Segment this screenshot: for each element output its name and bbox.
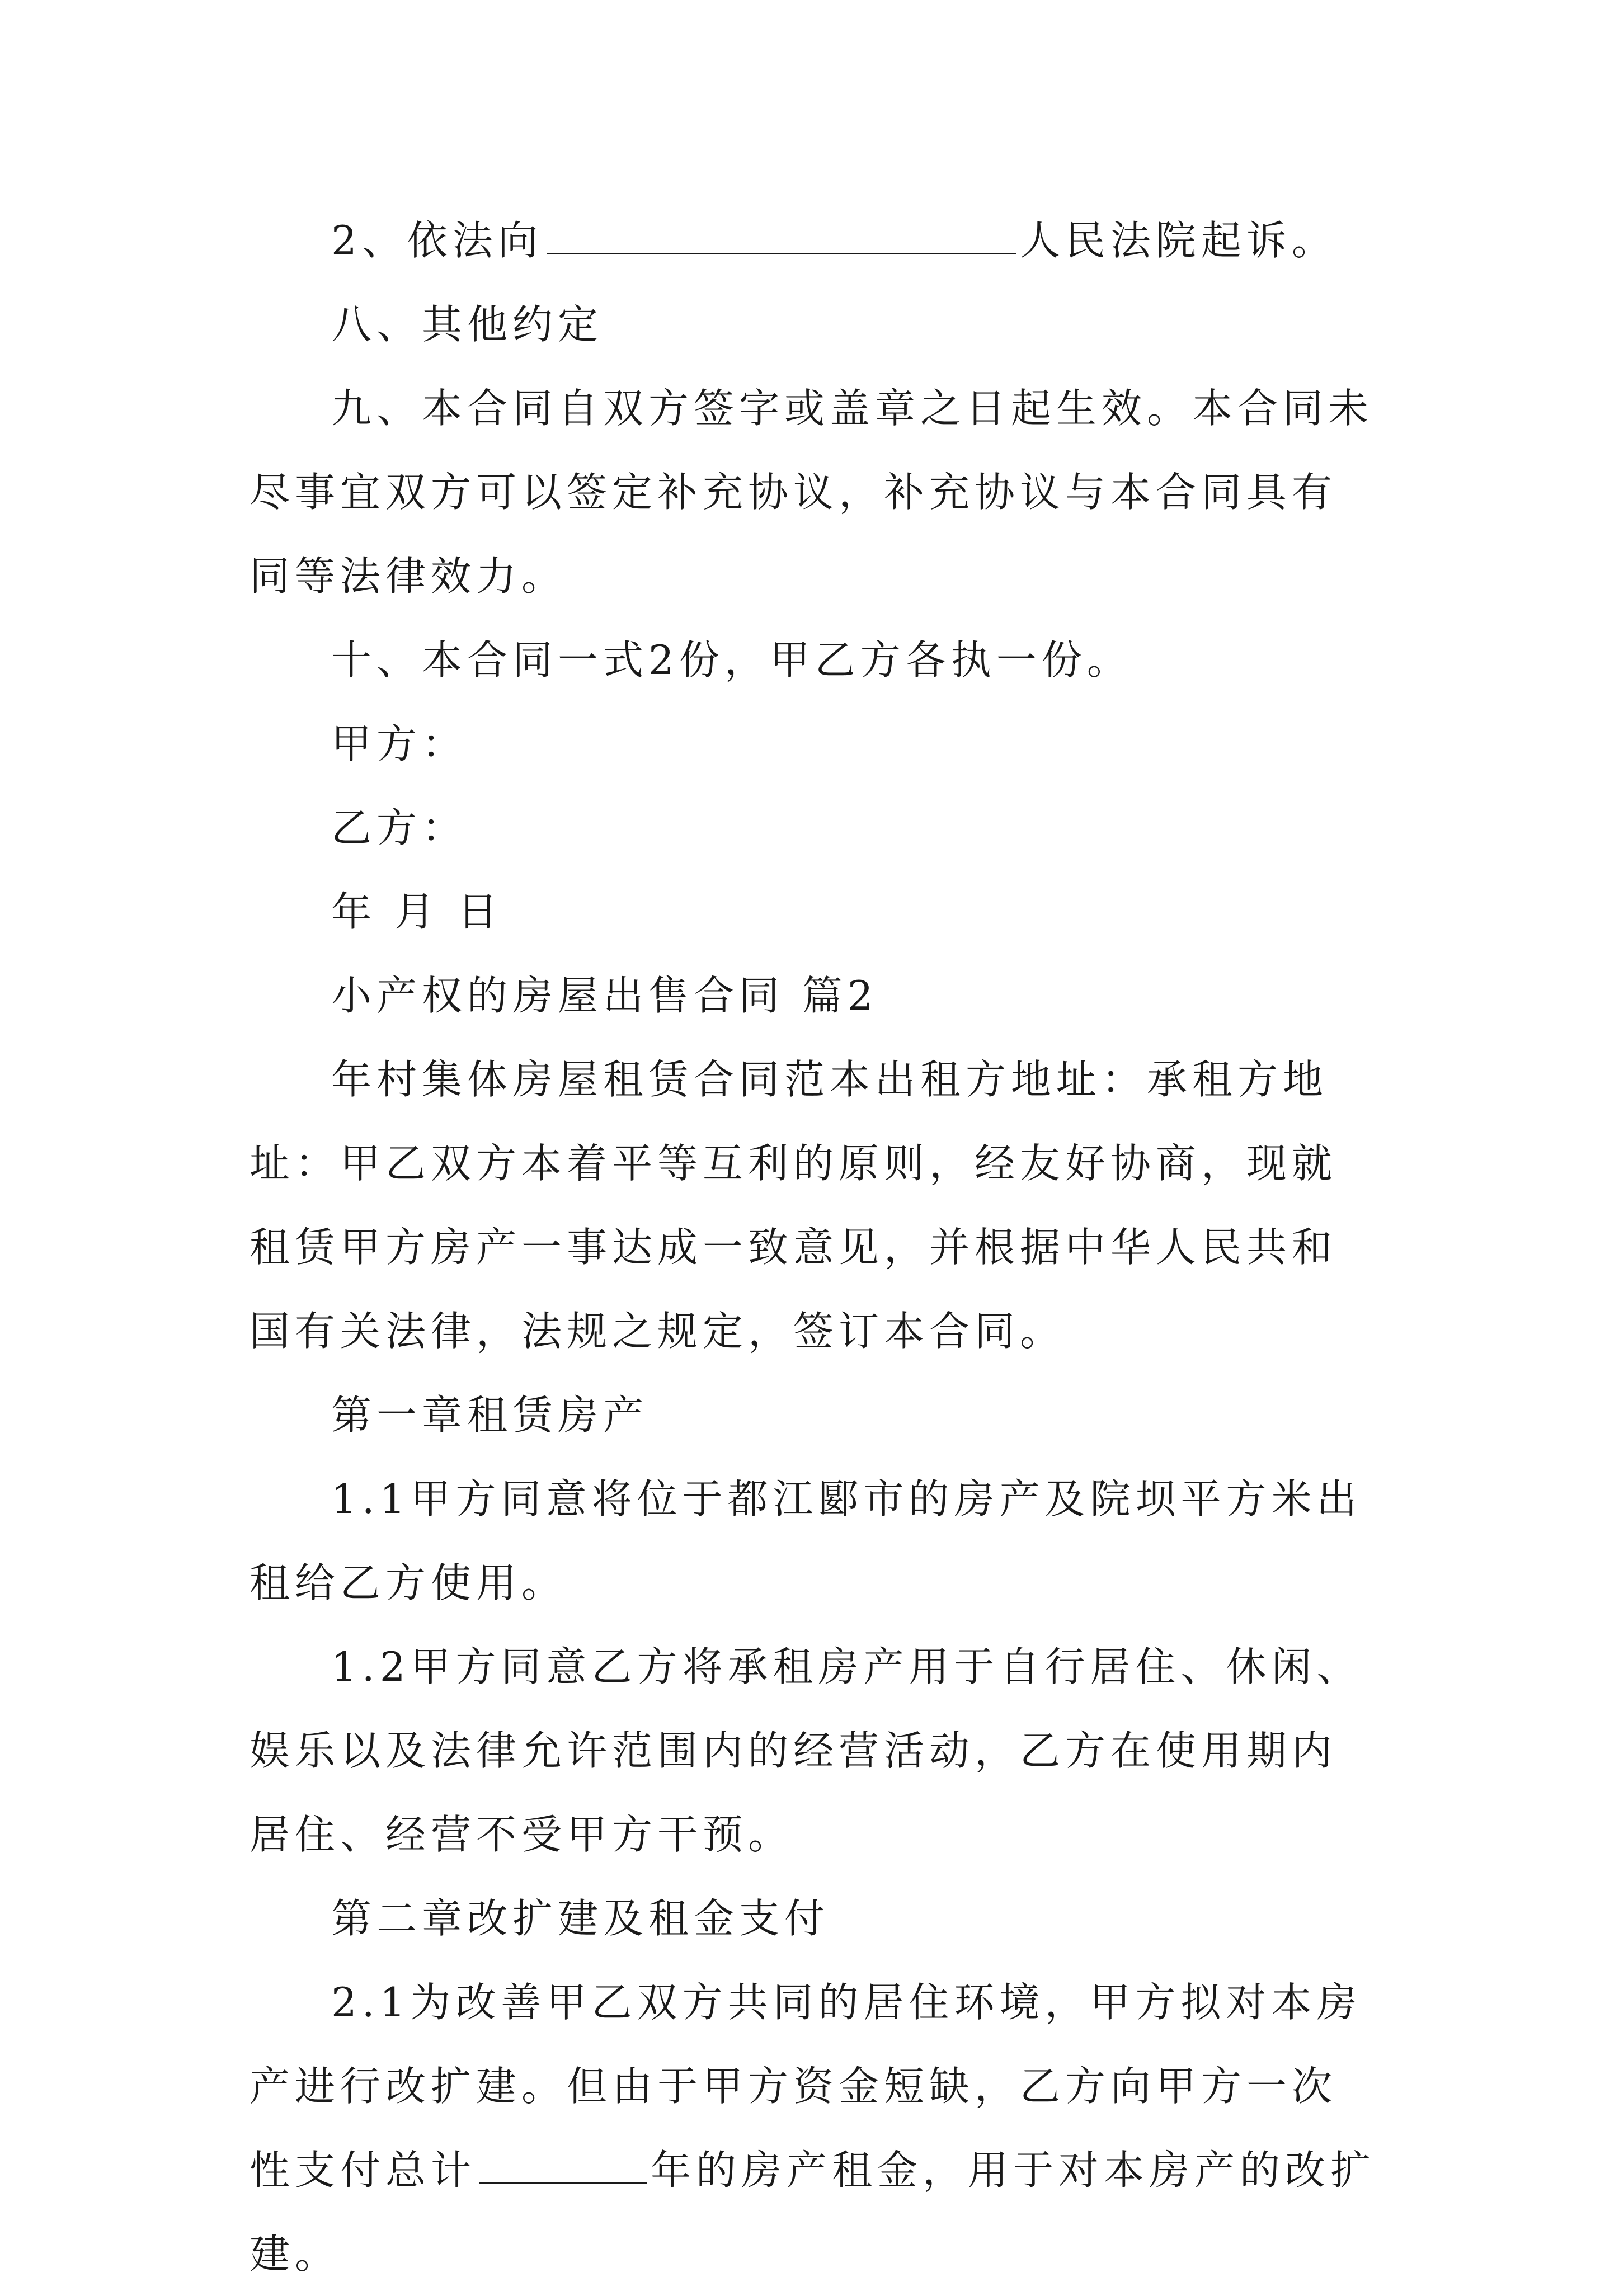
other-terms-heading: 八、其他约定 <box>331 301 604 348</box>
copies-clause: 十、本合同一式2份，甲乙方各执一份。 <box>331 637 1132 683</box>
chapter-two-heading: 第二章改扩建及租金支付 <box>331 1895 830 1942</box>
date-line: 年 月 日 <box>331 888 503 935</box>
years-blank-line <box>479 2149 647 2184</box>
clause-2-1 <box>250 1960 1380 2296</box>
clause-1-2: 1.2甲方同意乙方将承租房产用于自行居住、休闲、娱乐以及法律允许范围内的经营活动，乙方在使用期内居住、经营不受甲方干预。 <box>250 1643 1362 1858</box>
contract-preamble: 年村集体房屋租赁合同范本出租方地址：承租方地址：甲乙双方本着平等互利的原则，经友好协商，现就租赁甲方房产一事达成一致意见，并根据中华人民共和国有关法律，法规之规定，签订本合同。 <box>250 1056 1338 1355</box>
effective-clause: 九、本合同自双方签字或盖章之日起生效。本合同未尽事宜双方可以签定补充协议，补充协议与本合同具有同等法律效力。 <box>250 385 1374 600</box>
court-clause-suffix: 人民法院起诉。 <box>1019 217 1337 264</box>
chapter-one-heading: 第一章租赁房产 <box>331 1392 649 1439</box>
court-clause <box>250 199 1380 282</box>
court-blank-line <box>547 219 1016 254</box>
clause-2-1-prefix: 2.1为改善甲乙双方共同的居住环境，甲方拟对本房产进行改扩建。但由于甲方资金短缺，乙方向甲方一次性支付总计 <box>250 1979 1362 2194</box>
document-body <box>250 199 1380 2296</box>
clause-2-1-suffix: 年的房产租金，用于对本房产的改扩建。 <box>250 2147 1376 2278</box>
clause-1-1: 1.1甲方同意将位于都江郾市的房产及院坝平方米出租给乙方使用。 <box>250 1475 1362 1606</box>
court-clause-prefix: 2、依法向 <box>331 217 543 264</box>
party-a-signature-line: 甲方： <box>331 720 468 767</box>
section-title: 小产权的房屋出售合同 篇2 <box>331 972 878 1019</box>
party-b-signature-line: 乙方： <box>331 804 468 851</box>
